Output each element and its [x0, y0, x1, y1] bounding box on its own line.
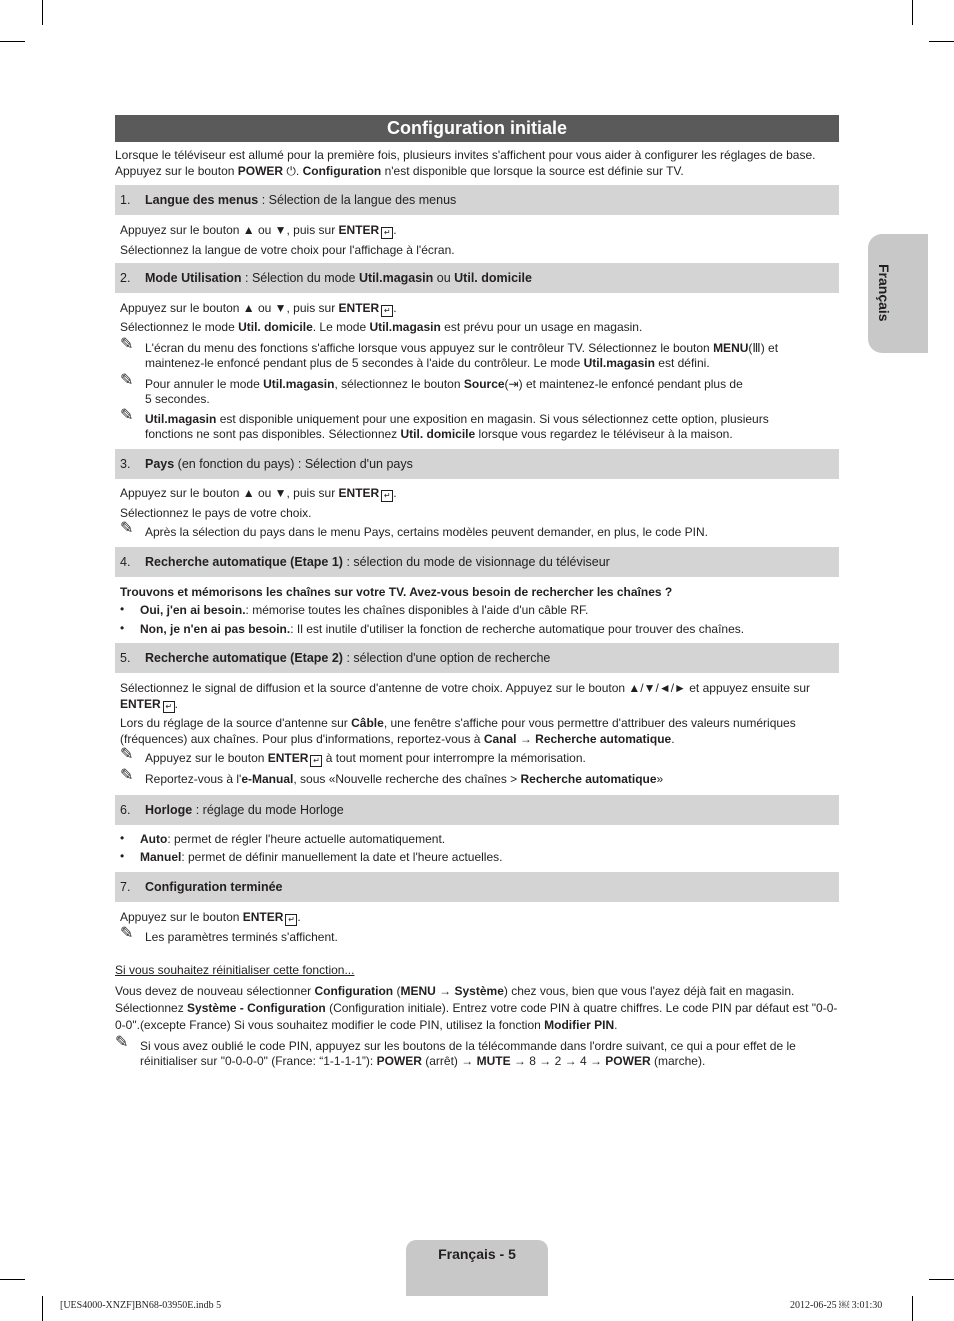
crop-mark — [929, 41, 954, 42]
note-4: Après la sélection du pays dans le menu Pays, certains modèles peuvent demander, en plus, le code PIN. — [145, 525, 708, 539]
section-6-header: 6. Horloge : réglage du mode Horloge — [115, 795, 839, 825]
intro-text — [115, 147, 839, 179]
source-icon: ⇥ — [508, 377, 519, 391]
section-6-option-manuel: Manuel: permet de définir manuellement la date et l'heure actuelles. — [140, 850, 503, 864]
section-4-option-1: Oui, j'en ai besoin.: mémorise toutes les chaînes disponibles à l'aide d'un câble RF. — [140, 603, 589, 617]
reset-title: Si vous souhaitez réinitialiser cette fonction... — [115, 963, 355, 977]
print-info-left: [UES4000-XNZF]BN68-03950E.indb 5 — [60, 1300, 222, 1311]
page-number-tab — [406, 1240, 548, 1296]
pencil-icon: ✎ — [120, 746, 134, 763]
crop-mark — [912, 1296, 913, 1321]
crop-mark — [0, 41, 25, 42]
section-5-header: 5. Recherche automatique (Etape 2) : sélection d'une option de recherche — [115, 643, 839, 673]
intro-line-1: Lorsque le téléviseur est allumé pour la première fois, plusieurs invites s'affichent pour vous aider à configurer les réglages de base. — [115, 148, 816, 162]
reset-body: Vous devez de nouveau sélectionner Configuration (MENU → Système) chez vous, bien que vous l'ayez déjà fait en magasin. Sélectionnez Système - Configuration (Configuration initiale). Entrez votre code PIN à quatre chiffres. Le code PIN par défaut est "0-0- 0-0".(excepte France) Si vous souhaitez modifier le code PIN, utilisez la fonction Modifier PIN. — [115, 984, 838, 1032]
section-4-option-2: Non, je n'en ai pas besoin.: Il est inutile d'utiliser la fonction de recherche automatique pour trouver des chaînes. — [140, 622, 745, 636]
enter-icon: ↵ — [285, 914, 297, 926]
section-7-body: Appuyez sur le bouton ENTER ↵ . — [120, 910, 301, 924]
note-6: Reportez-vous à l'e-Manual, sous «Nouvelle recherche des chaînes > Recherche automatique» — [145, 772, 664, 786]
section-3-header: 3. Pays (en fonction du pays) : Sélection d'un pays — [115, 449, 839, 479]
pencil-icon: ✎ — [120, 336, 134, 353]
section-3-body: Appuyez sur le bouton ▲ ou ▼, puis sur ENTER ↵ . Sélectionnez le pays de votre choix. — [120, 486, 397, 520]
section-2-header: 2. Mode Utilisation : Sélection du mode Util.magasin ou Util. domicile — [115, 263, 839, 293]
reset-note: Si vous avez oublié le code PIN, appuyez sur les boutons de la télécommande dans l'ordre suivant, ce qui a pour effet de le réinitialiser sur "0-0-0-0" (France: “1-1-1-1”): POWER (arrêt) → MUTE → 8 → 2 → 4 → POWER (marche). — [140, 1039, 796, 1068]
pencil-icon: ✎ — [120, 520, 134, 537]
power-icon: ⏻ — [283, 164, 296, 178]
note-7: Les paramètres terminés s'affichent. — [145, 930, 338, 944]
crop-mark — [42, 0, 43, 25]
bullet: • — [120, 602, 125, 616]
bullet: • — [120, 621, 125, 635]
pencil-icon: ✎ — [120, 407, 134, 424]
crop-mark — [912, 0, 913, 25]
crop-mark — [929, 1279, 954, 1280]
page-number: Français - 5 — [438, 1246, 516, 1262]
note-5: Appuyez sur le bouton ENTER ↵ à tout moment pour interrompre la mémorisation. — [145, 751, 586, 765]
pencil-icon: ✎ — [120, 372, 134, 389]
crop-mark — [42, 1296, 43, 1321]
enter-icon: ↵ — [381, 490, 393, 502]
section-2-body: Appuyez sur le bouton ▲ ou ▼, puis sur ENTER ↵ . Sélectionnez le mode Util. domicile. Le mode Util.magasin est prévu pour un usage en magasin. — [120, 301, 643, 334]
crop-mark — [0, 1279, 25, 1280]
section-1-body: Appuyez sur le bouton ▲ ou ▼, puis sur ENTER ↵ . Sélectionnez la langue de votre choix pour l'affichage à l'écran. — [120, 223, 455, 257]
section-6-option-auto: Auto: permet de régler l'heure actuelle automatiquement. — [140, 832, 446, 846]
enter-icon: ↵ — [381, 305, 393, 317]
enter-icon: ↵ — [310, 755, 322, 767]
intro-line-2: Appuyez sur le bouton POWER ⏻. Configuration n'est disponible que lorsque la source est définie sur TV. — [115, 164, 684, 178]
print-info-right: 2012-06-25 ￼ 3:01:30 — [790, 1300, 883, 1311]
bullet: • — [120, 831, 125, 845]
page-title: Configuration initiale — [115, 115, 839, 142]
pencil-icon: ✎ — [115, 1034, 129, 1051]
section-4-header: 4. Recherche automatique (Etape 1) : sélection du mode de visionnage du téléviseur — [115, 547, 839, 577]
pencil-icon: ✎ — [120, 767, 134, 784]
section-5-body: Sélectionnez le signal de diffusion et la source d'antenne de votre choix. Appuyez sur le bouton ▲/▼/◄/► et appuyez ensuite sur ENTER ↵ . Lors du réglage de la source d'antenne sur Câble, une fenêtre s'affiche pour vous permettre d'attribuer des valeurs numériques (fréquences) aux chaînes. Pour plus d'informations, reportez-vous à Canal → Recherche automatique. — [120, 681, 810, 746]
language-tab-label: Français — [876, 264, 892, 322]
language-tab — [868, 234, 928, 353]
note-2: Pour annuler le mode Util.magasin, sélectionnez le bouton Source(⇥) et maintenez-le enfoncé pendant plus de 5 secondes. — [145, 377, 743, 406]
bullet: • — [120, 849, 125, 863]
enter-icon: ↵ — [163, 701, 175, 713]
section-7-header: 7. Configuration terminée — [115, 872, 839, 902]
note-3: Util.magasin est disponible uniquement pour une exposition en magasin. Si vous sélectionnez cette option, plusieurs fonctions ne sont pas disponibles. Sélectionnez Util. domicile lorsque vous regardez le téléviseur à la maison. — [145, 412, 769, 441]
note-1: L'écran du menu des fonctions s'affiche lorsque vous appuyez sur le contrôleur TV. Sélectionnez le bouton MENU(Ⅲ) et maintenez-le enfoncé pendant plus de 5 secondes à l'aide du contrôleur. Le mode Util.magasin est défini. — [145, 341, 779, 370]
section-1-header: 1. Langue des menus : Sélection de la langue des menus — [115, 185, 839, 215]
section-4-question: Trouvons et mémorisons les chaînes sur votre TV. Avez-vous besoin de rechercher les chaînes ? — [120, 585, 673, 599]
enter-icon: ↵ — [381, 227, 393, 239]
pencil-icon: ✎ — [120, 925, 134, 942]
menu-icon: Ⅲ — [752, 341, 761, 355]
